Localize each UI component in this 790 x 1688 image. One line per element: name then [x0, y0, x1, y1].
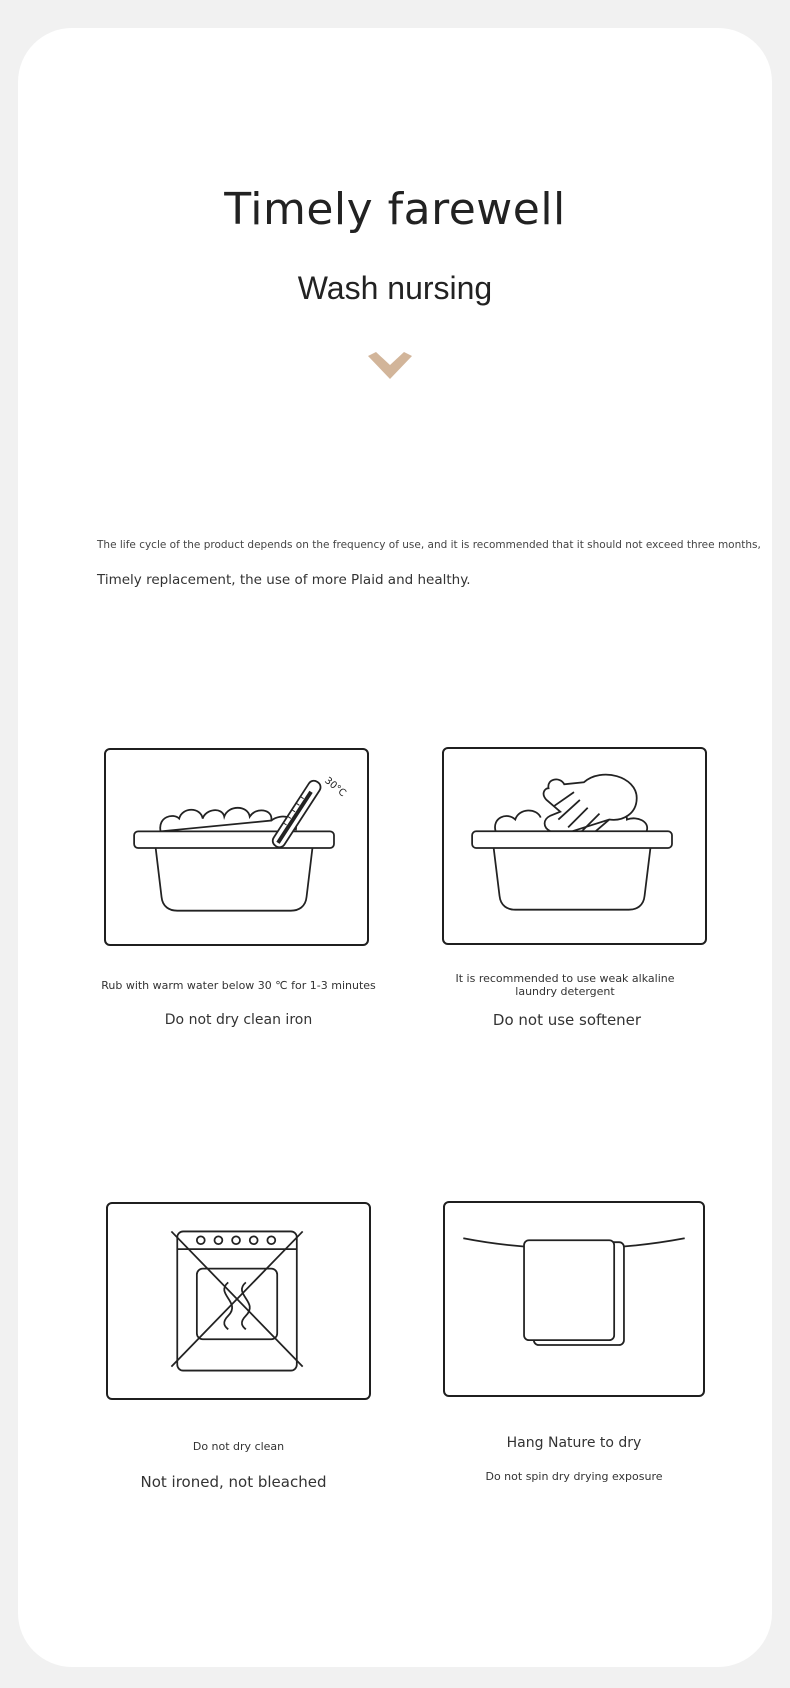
- tile-2-note: It is recommended to use weak alkaline laundry detergent: [455, 972, 675, 998]
- basin-hand-wash-icon: [444, 749, 705, 943]
- wash-tile-1: [104, 748, 369, 946]
- chevron-down-icon: [368, 352, 412, 382]
- wash-tile-4: [443, 1201, 705, 1397]
- intro-note: The life cycle of the product depends on the frequency of use, and it is recommended that it should not exceed three months,: [97, 539, 761, 551]
- tile-4-note: Do not spin dry drying exposure: [485, 1470, 663, 1483]
- hang-dry-icon: [445, 1203, 703, 1395]
- no-tumble-dry-icon: [108, 1204, 369, 1398]
- tile-1-note: Rub with warm water below 30 ℃ for 1-3 minutes: [101, 979, 376, 992]
- tile-4-caption: Hang Nature to dry: [506, 1435, 642, 1451]
- thermometer-label: 30°C: [322, 775, 348, 800]
- page-title: Timely farewell: [224, 184, 566, 235]
- basin-thermometer-icon: [106, 750, 367, 944]
- tile-3-note: Do not dry clean: [192, 1440, 285, 1453]
- wash-tile-2: [442, 747, 707, 945]
- wash-tile-3: [106, 1202, 371, 1400]
- page-subtitle: Wash nursing: [297, 270, 493, 306]
- tile-1-caption: Do not dry clean iron: [164, 1012, 313, 1028]
- tile-2-caption: Do not use softener: [492, 1011, 642, 1029]
- intro-text: Timely replacement, the use of more Plaid and healthy.: [97, 572, 471, 588]
- tile-3-caption: Not ironed, not bleached: [140, 1473, 327, 1491]
